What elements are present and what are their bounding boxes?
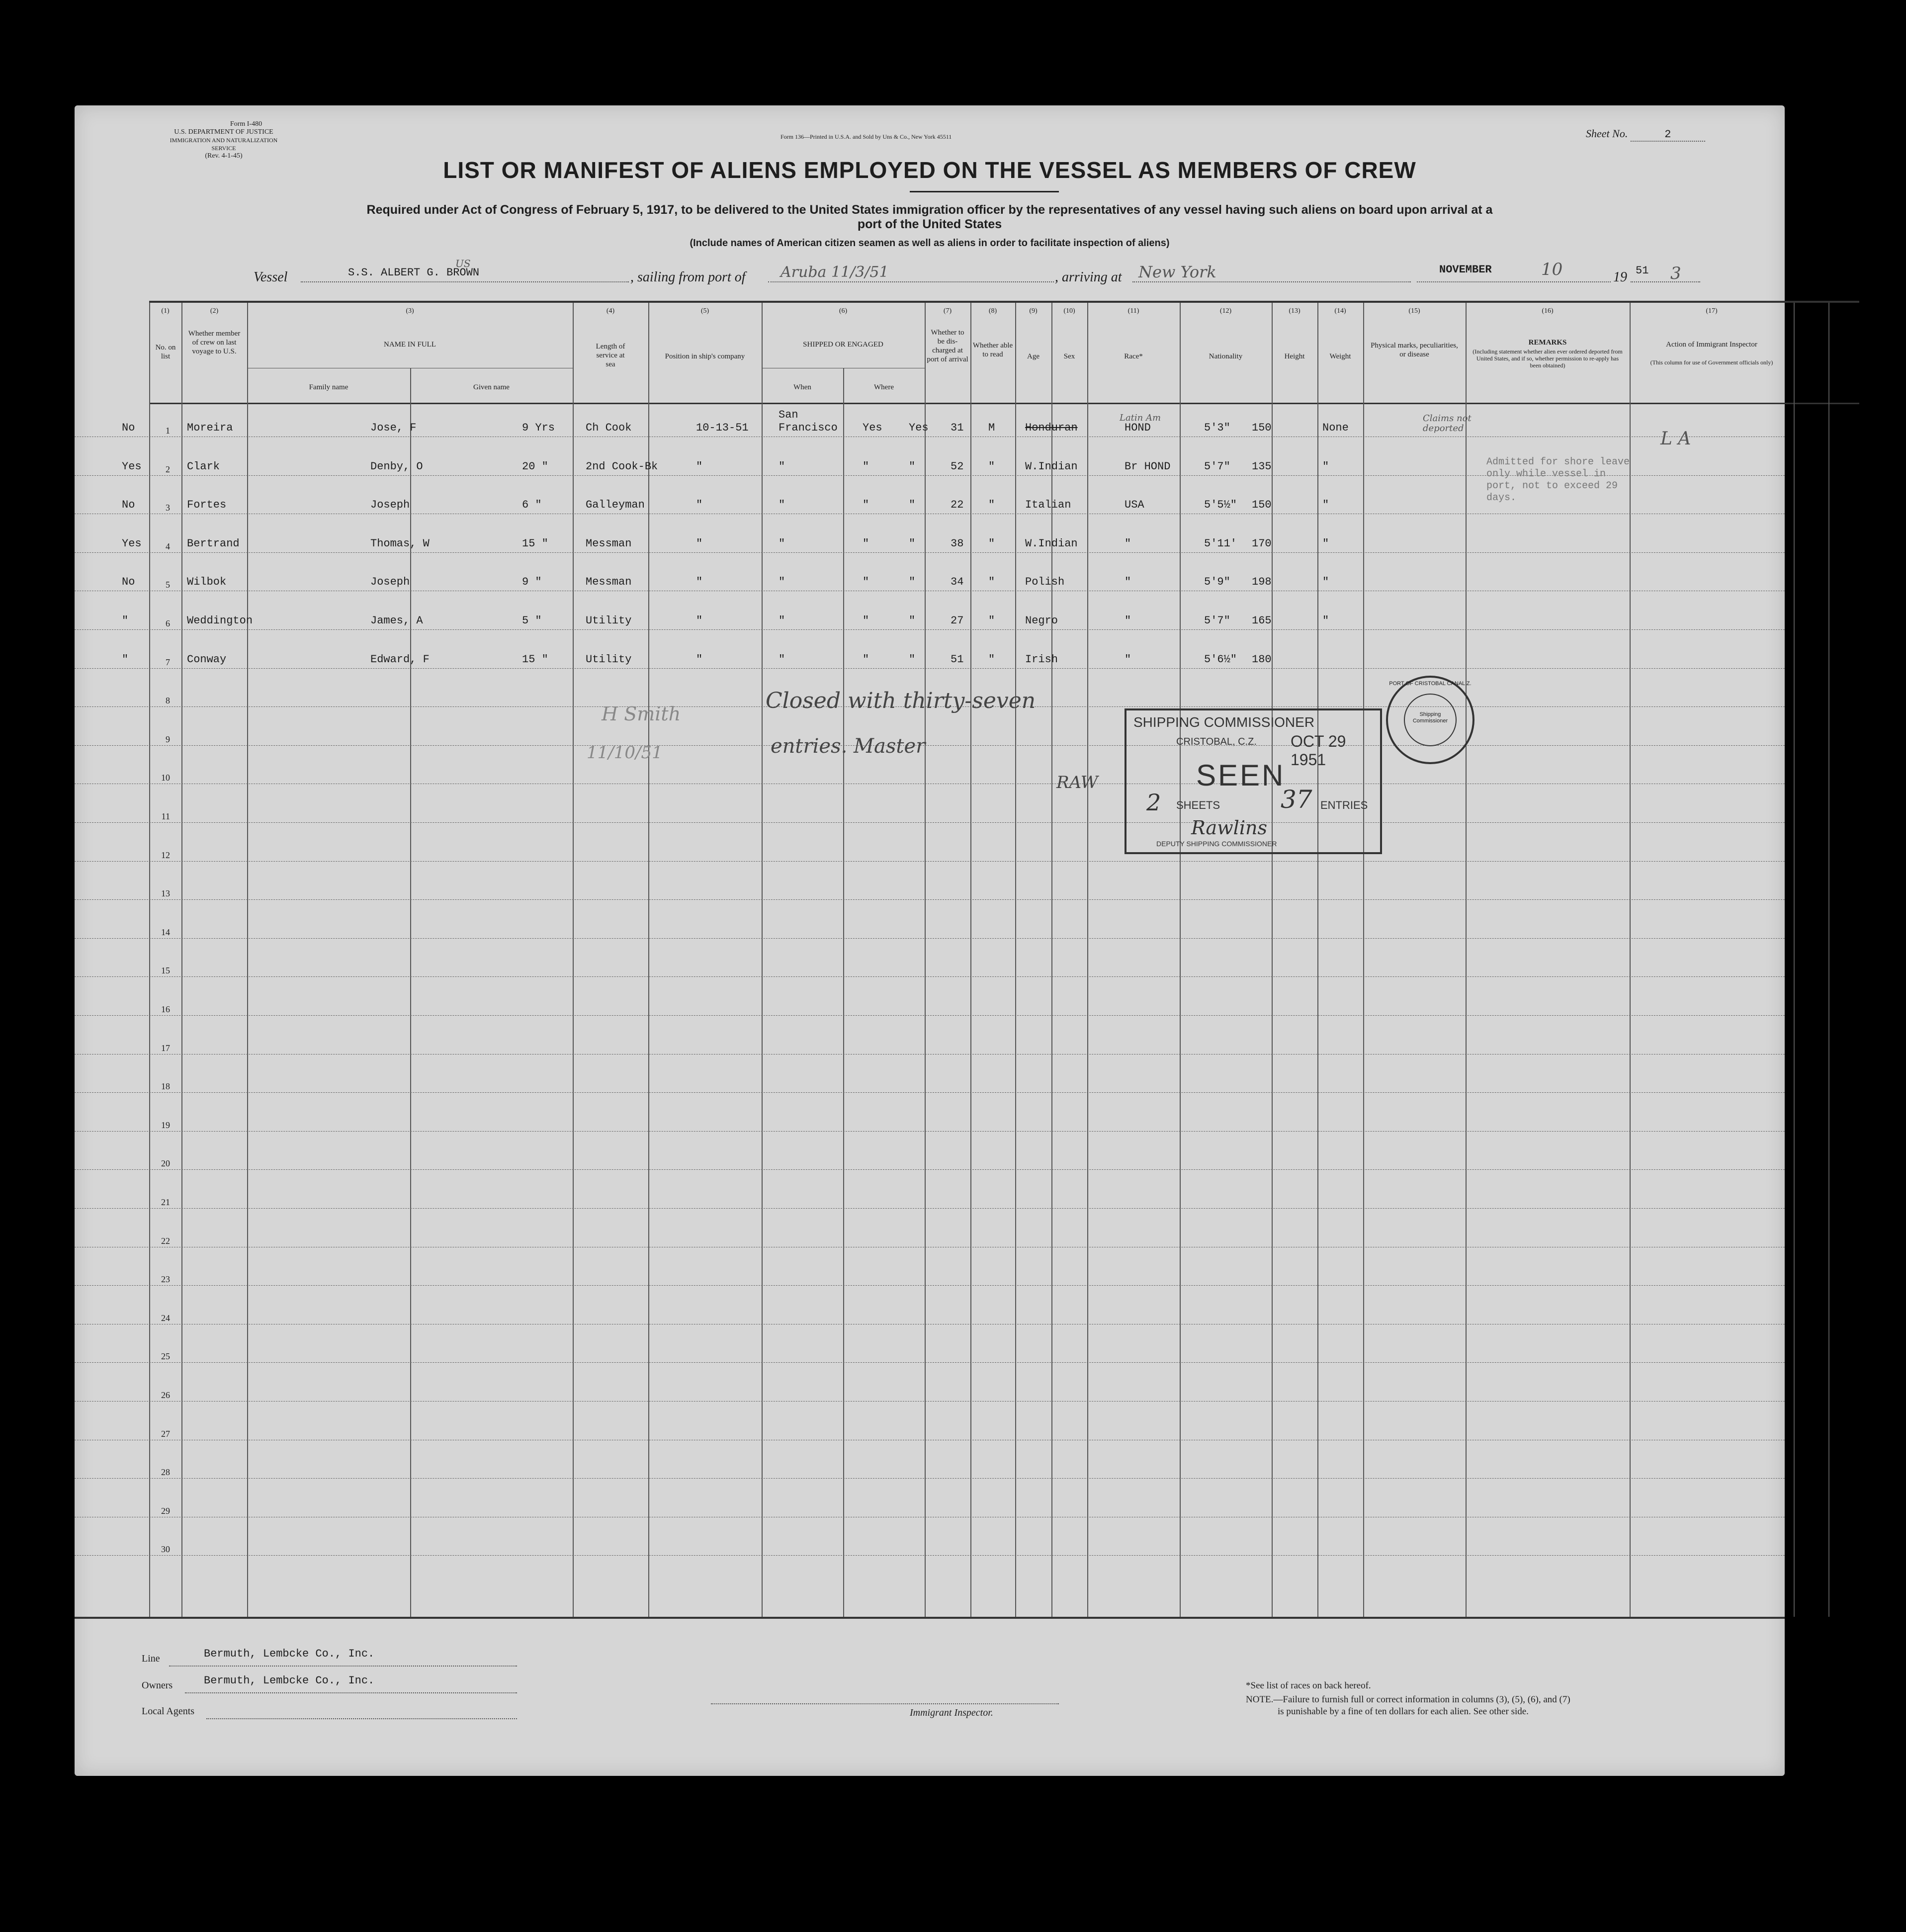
- col-head-6: SHIPPED OR ENGAGED: [803, 341, 883, 349]
- row-line: [75, 1440, 1785, 1441]
- stamp-footer: DEPUTY SHIPPING COMMISSIONER: [1156, 840, 1277, 848]
- row-number: 27: [161, 1429, 170, 1439]
- stamp-line-1: SHIPPING COMMISSIONER: [1133, 714, 1315, 730]
- row-number: 26: [161, 1390, 170, 1400]
- able-to-read-cell: ": [909, 615, 916, 627]
- height-cell: 5'3": [1204, 422, 1230, 434]
- position-cell: Utility: [586, 653, 632, 666]
- column-divider: [762, 303, 763, 1617]
- position-cell: Ch Cook: [586, 422, 632, 434]
- column-divider: [1466, 303, 1467, 1617]
- page-title: LIST OR MANIFEST OF ALIENS EMPLOYED ON THE VESSEL AS MEMBERS OF CREW: [443, 157, 1416, 183]
- col-num-15: (15): [1408, 307, 1420, 315]
- height-cell: 5'7": [1204, 615, 1230, 627]
- column-divider: [1794, 303, 1795, 1617]
- col-num-13: (13): [1289, 307, 1300, 315]
- row-number: 19: [161, 1120, 170, 1130]
- column-divider: [925, 303, 926, 1617]
- row-number: 24: [161, 1313, 170, 1323]
- age-cell: 31: [951, 422, 964, 434]
- row-number: 29: [161, 1506, 170, 1516]
- col-num-2: (2): [210, 307, 219, 315]
- age-cell: 38: [951, 537, 964, 550]
- shipped-where-cell: ": [779, 576, 785, 588]
- height-cell: 5'7": [1204, 460, 1230, 473]
- able-to-read-cell: ": [909, 499, 916, 511]
- physical-marks-cell: ": [1322, 537, 1329, 550]
- age-cell: 51: [951, 653, 964, 666]
- sex-cell: ": [988, 460, 995, 473]
- service-name: IMMIGRATION AND NATURALIZATION SERVICE: [170, 137, 278, 152]
- col-num-10: (10): [1063, 307, 1075, 315]
- weight-cell: 165: [1252, 615, 1272, 627]
- nationality-cell: Br HOND: [1125, 460, 1171, 473]
- col-num-16: (16): [1542, 307, 1554, 315]
- sheet-label: Sheet No.: [1586, 127, 1628, 140]
- col-num-3: (3): [406, 307, 414, 315]
- clerk-date: 11/10/51: [587, 743, 663, 763]
- family-name-cell: Wilbok: [187, 576, 227, 588]
- col-head-3-family: Family name: [309, 383, 348, 391]
- column-divider: [1272, 303, 1273, 1617]
- printer-line: Form 136—Printed in U.S.A. and Sold by Uns & Co., New York 45511: [780, 133, 952, 140]
- row-line: [75, 1478, 1785, 1479]
- arrival-day: 10: [1541, 260, 1563, 279]
- height-cell: 5'11': [1204, 537, 1237, 550]
- subtitle-note: (Include names of American citizen seamen as well as aliens in order to facilitate inspection of aliens): [690, 238, 1170, 249]
- race-cell: W.Indian: [1025, 537, 1078, 550]
- position-cell: Messman: [586, 576, 632, 588]
- row-number: 22: [161, 1236, 170, 1246]
- column-divider: [181, 303, 182, 1617]
- race-cell: Irish: [1025, 653, 1058, 666]
- col-head-4: Length of service at sea: [596, 343, 625, 368]
- nationality-cell: ": [1125, 615, 1131, 627]
- position-cell: Galleyman: [586, 499, 645, 511]
- col-num-8: (8): [988, 307, 997, 315]
- row-line: [75, 1131, 1785, 1132]
- family-name-cell: Weddington: [187, 615, 253, 627]
- family-name-cell: Clark: [187, 460, 220, 473]
- row-line: [75, 784, 1785, 785]
- shipping-commissioner-stamp: [1125, 708, 1382, 854]
- row-line: [75, 1324, 1785, 1325]
- prev-voyage-cell: Yes: [122, 537, 142, 550]
- agents-label: Local Agents: [142, 1706, 195, 1717]
- sex-cell: ": [988, 576, 995, 588]
- prev-voyage-cell: ": [122, 615, 129, 627]
- inspector-field: [711, 1689, 1059, 1704]
- position-cell: Messman: [586, 537, 632, 550]
- col-head-6-where: Where: [874, 383, 894, 391]
- stamp-sheets: SHEETS: [1176, 799, 1220, 811]
- row-number: 3: [166, 503, 170, 513]
- row-number: 30: [161, 1544, 170, 1554]
- discharged-cell: ": [863, 460, 869, 473]
- owners-label: Owners: [142, 1680, 173, 1691]
- row-line: [75, 938, 1785, 939]
- weight-cell: 180: [1252, 653, 1272, 666]
- shipped-when-cell: 10-13-51: [696, 422, 749, 434]
- shipped-where-cell: ": [779, 537, 785, 550]
- able-to-read-cell: ": [909, 653, 916, 666]
- marks-note: Claims not deported: [1423, 413, 1472, 434]
- form-id-block: [159, 120, 288, 160]
- row-line: [75, 1401, 1785, 1402]
- col-num-11: (11): [1127, 307, 1139, 315]
- col-num-9: (9): [1029, 307, 1038, 315]
- col-head-14: Weight: [1329, 352, 1351, 360]
- given-name-cell: Jose, F: [370, 422, 417, 434]
- sailing-label: , sailing from port of: [630, 269, 746, 285]
- stamp-line-2: CRISTOBAL, C.Z.: [1176, 736, 1257, 747]
- family-name-cell: Fortes: [187, 499, 227, 511]
- age-cell: 52: [951, 460, 964, 473]
- row-number: 12: [161, 850, 170, 860]
- arrival-year: 51: [1636, 264, 1649, 277]
- row-line: [75, 1054, 1785, 1055]
- inspector-action: L A: [1660, 429, 1691, 449]
- arriving-label: , arriving at: [1055, 269, 1122, 285]
- row-line: [75, 552, 1785, 553]
- row-line: [75, 1247, 1785, 1248]
- row-number: 14: [161, 927, 170, 937]
- table-bottom-rule: [75, 1617, 1785, 1619]
- nationality-cell: ": [1125, 537, 1131, 550]
- height-cell: 5'5½": [1204, 499, 1237, 511]
- col-head-15: Physical marks, peculiarities, or disease: [1371, 342, 1458, 358]
- col-head-1: No. on list: [155, 344, 176, 360]
- col-head-16-note: (Including statement whether alien ever ordered deported from United States, and if so, whether permission to re-apply has been obtained): [1473, 348, 1623, 369]
- manifest-sheet: [75, 105, 1785, 1776]
- row-number: 18: [161, 1081, 170, 1091]
- column-divider: [1317, 303, 1318, 1617]
- vessel-name: S.S. ALBERT G. BROWN: [348, 266, 480, 279]
- service-length-cell: 6 ": [522, 499, 542, 511]
- col-head-12: Nationality: [1209, 352, 1243, 360]
- row-line: [75, 437, 1785, 438]
- column-divider: [247, 303, 248, 1617]
- given-name-cell: Edward, F: [370, 653, 430, 666]
- age-cell: 27: [951, 615, 964, 627]
- row-line: [75, 1517, 1785, 1518]
- shipped-where-cell: San Francisco: [779, 409, 838, 434]
- col-num-17: (17): [1706, 307, 1718, 315]
- stamp-signature: Rawlins: [1191, 817, 1267, 839]
- form-revision: (Rev. 4-1-45): [205, 152, 243, 160]
- able-to-read-cell: Yes: [909, 422, 929, 434]
- fine-note-2: is punishable by a fine of ten dollars for each alien. See other side.: [1278, 1706, 1529, 1717]
- shipped-where-cell: ": [779, 615, 785, 627]
- prev-voyage-cell: No: [122, 576, 135, 588]
- service-length-cell: 15 ": [522, 537, 548, 550]
- row-number: 15: [161, 966, 170, 975]
- agents-field: [206, 1704, 517, 1719]
- row-line: [75, 822, 1785, 823]
- col-num-4: (4): [606, 307, 615, 315]
- sex-cell: ": [988, 615, 995, 627]
- discharged-cell: ": [863, 653, 869, 666]
- row-line: [75, 1092, 1785, 1093]
- shipped-when-cell: ": [696, 653, 703, 666]
- family-name-cell: Moreira: [187, 422, 233, 434]
- row-line: [75, 1208, 1785, 1209]
- sex-cell: M: [988, 422, 995, 434]
- given-name-cell: Denby, O: [370, 460, 423, 473]
- prev-voyage-cell: ": [122, 653, 129, 666]
- nationality-cell: ": [1125, 576, 1131, 588]
- form-number: Form I-480: [230, 120, 262, 128]
- row-line: [75, 861, 1785, 862]
- col-head-6-when: When: [793, 383, 811, 391]
- arriving-port: New York: [1138, 263, 1216, 281]
- sheet-number: 2: [1631, 128, 1705, 142]
- column-divider: [410, 368, 411, 1617]
- col-head-11: Race*: [1124, 352, 1143, 360]
- column-divider: [1015, 303, 1016, 1617]
- shipped-when-cell: ": [696, 460, 703, 473]
- arrival-month: NOVEMBER: [1439, 263, 1492, 276]
- row-line: [75, 1169, 1785, 1170]
- race-cell: Italian: [1025, 499, 1071, 511]
- col-num-6: (6): [839, 307, 848, 315]
- column-divider: [1363, 303, 1364, 1617]
- row-number: 5: [166, 580, 170, 590]
- col-head-17-note: (This column for use of Government officials only): [1650, 359, 1773, 366]
- shipped-where-cell: ": [779, 499, 785, 511]
- subtitle-line-2: port of the United States: [857, 217, 1002, 231]
- page-mark: 3: [1670, 263, 1681, 283]
- closed-note-1: Closed with thirty-seven: [766, 688, 1036, 713]
- nationality-cell: USA: [1125, 499, 1144, 511]
- race-cell: Polish: [1025, 576, 1065, 588]
- physical-marks-cell: ": [1322, 576, 1329, 588]
- row-line: [75, 1362, 1785, 1363]
- physical-marks-cell: ": [1322, 460, 1329, 473]
- prev-voyage-cell: No: [122, 422, 135, 434]
- col-head-13: Height: [1284, 352, 1305, 360]
- row-number: 7: [166, 657, 170, 667]
- shipped-when-cell: ": [696, 615, 703, 627]
- row-line: [75, 514, 1785, 515]
- col-head-5: Position in ship's company: [665, 352, 745, 360]
- col-num-5: (5): [700, 307, 709, 315]
- age-cell: 34: [951, 576, 964, 588]
- row-number: 6: [166, 618, 170, 628]
- service-length-cell: 9 ": [522, 576, 542, 588]
- prev-voyage-cell: No: [122, 499, 135, 511]
- given-name-cell: Joseph: [370, 499, 410, 511]
- weight-cell: 135: [1252, 460, 1272, 473]
- column-divider: [1180, 303, 1181, 1617]
- col-num-1: (1): [161, 307, 170, 315]
- given-name-cell: Joseph: [370, 576, 410, 588]
- row-number: 2: [166, 464, 170, 474]
- col-head-9: Age: [1027, 352, 1040, 360]
- col-head-17: Action of Immigrant Inspector: [1666, 341, 1757, 349]
- position-cell: Utility: [586, 615, 632, 627]
- column-divider: [648, 303, 649, 1617]
- closed-note-2: entries. Master: [771, 735, 926, 758]
- shipped-where-cell: ": [779, 460, 785, 473]
- vessel-note: US: [455, 258, 471, 269]
- discharged-cell: ": [863, 615, 869, 627]
- manifest-table: [149, 301, 1859, 303]
- shipped-when-cell: ": [696, 499, 703, 511]
- age-cell: 22: [951, 499, 964, 511]
- stamp-date: OCT 29 1951: [1291, 732, 1346, 769]
- race-cell: W.Indian: [1025, 460, 1078, 473]
- fine-note-1: NOTE.—Failure to furnish full or correct information in columns (3), (5), (6), and (7): [1246, 1694, 1570, 1705]
- shipped-where-cell: ": [779, 653, 785, 666]
- discharged-cell: ": [863, 576, 869, 588]
- discharged-cell: Yes: [863, 422, 882, 434]
- shipped-when-cell: ": [696, 576, 703, 588]
- height-cell: 5'6½": [1204, 653, 1237, 666]
- physical-marks-cell: ": [1322, 499, 1329, 511]
- races-note: *See list of races on back hereof.: [1246, 1680, 1371, 1691]
- row-line: [75, 591, 1785, 592]
- row-number: 25: [161, 1351, 170, 1361]
- col-head-10: Sex: [1063, 352, 1075, 360]
- col-head-16: REMARKS: [1528, 339, 1567, 347]
- race-note: Latin Am: [1120, 413, 1161, 423]
- service-length-cell: 15 ": [522, 653, 548, 666]
- clerk-signature: H Smith: [602, 703, 681, 725]
- physical-marks-cell: None: [1322, 422, 1349, 434]
- col-num-12: (12): [1219, 307, 1232, 315]
- row-line: [75, 745, 1785, 746]
- column-divider: [149, 303, 150, 1617]
- column-divider: [843, 368, 844, 1617]
- able-to-read-cell: ": [909, 537, 916, 550]
- discharged-cell: ": [863, 537, 869, 550]
- row-number: 4: [166, 541, 170, 551]
- weight-cell: 170: [1252, 537, 1272, 550]
- line-label: Line: [142, 1653, 160, 1664]
- able-to-read-cell: ": [909, 460, 916, 473]
- row-line: [75, 629, 1785, 630]
- row-line: [75, 668, 1785, 669]
- port-seal: [1386, 676, 1474, 764]
- position-cell: 2nd Cook-Bk: [586, 460, 658, 473]
- row-line: [75, 1555, 1785, 1556]
- weight-cell: 150: [1252, 499, 1272, 511]
- race-cell: Honduran: [1025, 422, 1078, 434]
- row-number: 28: [161, 1467, 170, 1477]
- nationality-cell: HOND: [1125, 422, 1151, 434]
- nationality-cell: ": [1125, 653, 1131, 666]
- stamp-sheets-count: 2: [1146, 789, 1161, 816]
- stamp-entries-count: 37: [1281, 785, 1312, 814]
- sheet-number-field: [1586, 127, 1705, 142]
- row-number: 20: [161, 1158, 170, 1168]
- service-length-cell: 9 Yrs: [522, 422, 555, 434]
- row-line: [75, 1285, 1785, 1286]
- service-length-cell: 20 ": [522, 460, 548, 473]
- col-head-7: Whether to be dis-charged at port of arrival: [927, 329, 968, 363]
- row-line: [75, 976, 1785, 977]
- row-number: 16: [161, 1004, 170, 1014]
- col-head-3: NAME IN FULL: [384, 341, 436, 349]
- header-rule: [149, 403, 1859, 404]
- height-cell: 5'9": [1204, 576, 1230, 588]
- weight-cell: 150: [1252, 422, 1272, 434]
- column-divider: [970, 303, 971, 1617]
- sex-cell: ": [988, 537, 995, 550]
- seal-outer-text: PORT OF CRISTOBAL CANAL Z.: [1389, 681, 1472, 687]
- col-num-7: (7): [943, 307, 952, 315]
- sex-cell: ": [988, 499, 995, 511]
- subtitle-line-1: Required under Act of Congress of February 5, 1917, to be delivered to the United States immigration officer by the representatives of any vessel having such aliens on board upon arrival at a: [366, 203, 1493, 217]
- family-name-cell: Bertrand: [187, 537, 240, 550]
- shipped-when-cell: ": [696, 537, 703, 550]
- row-number: 21: [161, 1197, 170, 1207]
- sailing-port: Aruba 11/3/51: [780, 263, 889, 281]
- title-underline: [910, 191, 1059, 192]
- owners-value: Bermuth, Lembcke Co., Inc.: [204, 1674, 375, 1687]
- stamp-seen: SEEN: [1196, 759, 1286, 792]
- weight-cell: 198: [1252, 576, 1272, 588]
- row-line: [75, 899, 1785, 900]
- service-length-cell: 5 ": [522, 615, 542, 627]
- discharged-cell: ": [863, 499, 869, 511]
- inspector-label: Immigrant Inspector.: [910, 1707, 993, 1718]
- department: U.S. DEPARTMENT OF JUSTICE: [174, 128, 273, 136]
- able-to-read-cell: ": [909, 576, 916, 588]
- row-number: 8: [166, 696, 170, 705]
- row-number: 9: [166, 734, 170, 744]
- row-line: [75, 1015, 1785, 1016]
- given-name-cell: James, A: [370, 615, 423, 627]
- prev-voyage-cell: Yes: [122, 460, 142, 473]
- stamp-entries: ENTRIES: [1320, 799, 1368, 811]
- remarks-text: Admitted for shore leave only while vessel in port, not to exceed 29 days.: [1486, 456, 1630, 504]
- vessel-label: Vessel: [254, 269, 288, 285]
- initials: RAW: [1056, 773, 1098, 792]
- race-cell: Negro: [1025, 615, 1058, 627]
- line-value: Bermuth, Lembcke Co., Inc.: [204, 1648, 375, 1660]
- column-divider: [1087, 303, 1088, 1617]
- row-number: 1: [166, 426, 170, 436]
- row-number: 13: [161, 888, 170, 898]
- family-name-cell: Conway: [187, 653, 227, 666]
- year-prefix: 19: [1613, 269, 1627, 285]
- row-number: 10: [161, 773, 170, 783]
- col-head-2: Whether member of crew on last voyage to U.S.: [188, 330, 241, 355]
- column-divider: [1828, 303, 1829, 1617]
- physical-marks-cell: ": [1322, 615, 1329, 627]
- row-number: 17: [161, 1043, 170, 1053]
- given-name-cell: Thomas, W: [370, 537, 430, 550]
- col-head-3-given: Given name: [473, 383, 510, 391]
- col-num-14: (14): [1334, 307, 1346, 315]
- col-head-8: Whether able to read: [972, 342, 1013, 358]
- row-number: 11: [161, 811, 170, 821]
- seal-inner-text: Shipping Commissioner: [1412, 711, 1448, 724]
- sex-cell: ": [988, 653, 995, 666]
- row-number: 23: [161, 1274, 170, 1284]
- column-divider: [573, 303, 574, 1617]
